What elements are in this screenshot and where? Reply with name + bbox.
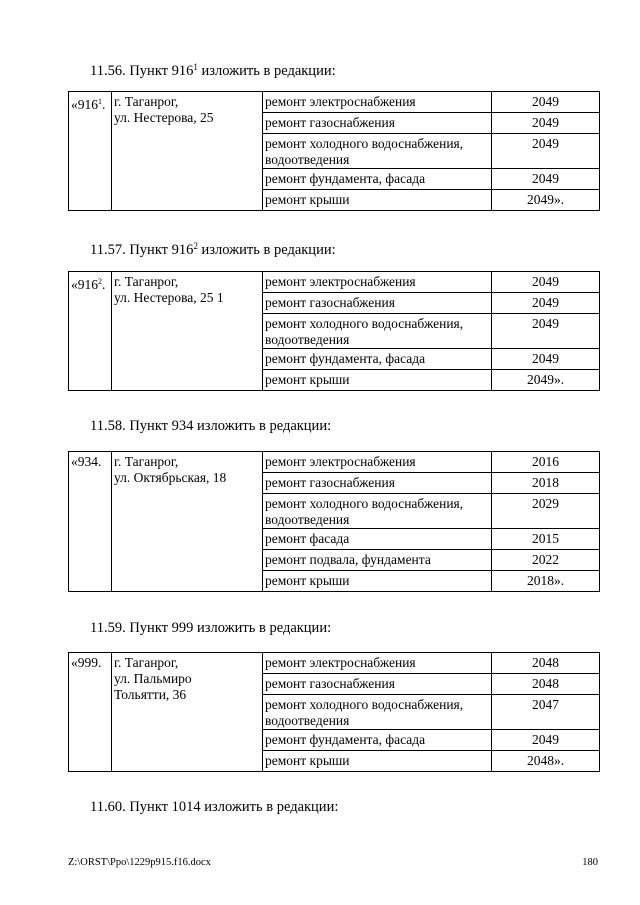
work-type: ремонт электроснабжения — [263, 272, 492, 293]
work-year: 2049 — [492, 293, 600, 314]
section-heading-11-60: 11.60. Пункт 1014 изложить в редакции: — [90, 799, 339, 815]
work-type: ремонт фасада — [263, 529, 492, 550]
work-type: ремонт холодного водоснабжения, водоотведения — [263, 134, 492, 169]
work-year: 2049 — [492, 272, 600, 293]
work-year: 2016 — [492, 452, 600, 473]
work-type: ремонт холодного водоснабжения, водоотведения — [263, 695, 492, 730]
item-number: «934. — [69, 452, 112, 592]
work-type: ремонт крыши — [263, 571, 492, 592]
work-type: ремонт электроснабжения — [263, 452, 492, 473]
work-type: ремонт электроснабжения — [263, 653, 492, 674]
work-year: 2049 — [492, 349, 600, 370]
work-type: ремонт холодного водоснабжения, водоотведения — [263, 314, 492, 349]
work-type: ремонт фундамента, фасада — [263, 730, 492, 751]
work-type: ремонт электроснабжения — [263, 92, 492, 113]
address-cell: г. Таганрог, ул. Нестерова, 25 — [112, 92, 263, 211]
section-heading-11-57: 11.57. Пункт $916^2$ изложить в редакции: — [90, 241, 336, 258]
work-year: 2049 — [492, 314, 600, 349]
footer-file-path: Z:\ORST\Ppo\1229p915.f16.docx — [68, 857, 211, 868]
work-year: 2018». — [492, 571, 600, 592]
amendment-table-916-1 — [68, 91, 600, 211]
amendment-table-916-2 — [68, 271, 600, 391]
work-year: 2029 — [492, 494, 600, 529]
address-cell: г. Таганрог, ул. Пальмиро Тольятти, 36 — [112, 653, 263, 772]
work-type: ремонт газоснабжения — [263, 674, 492, 695]
work-year: 2047 — [492, 695, 600, 730]
work-type: ремонт крыши — [263, 751, 492, 772]
work-type: ремонт фундамента, фасада — [263, 349, 492, 370]
work-year: 2048 — [492, 653, 600, 674]
work-year: 2049 — [492, 134, 600, 169]
work-year: 2049». — [492, 190, 600, 211]
work-type: ремонт газоснабжения — [263, 293, 492, 314]
work-type: ремонт крыши — [263, 190, 492, 211]
item-number: «999. — [69, 653, 112, 772]
work-year: 2049 — [492, 113, 600, 134]
work-year: 2049 — [492, 730, 600, 751]
work-year: 2049 — [492, 169, 600, 190]
address-cell: г. Таганрог, ул. Нестерова, 25 1 — [112, 272, 263, 391]
amendment-table-999 — [68, 652, 600, 772]
work-type: ремонт крыши — [263, 370, 492, 391]
work-year: 2049». — [492, 370, 600, 391]
work-year: 2015 — [492, 529, 600, 550]
work-year: 2049 — [492, 92, 600, 113]
section-heading-11-56: 11.56. Пункт $916^1$ изложить в редакции: — [90, 62, 336, 79]
work-type: ремонт газоснабжения — [263, 113, 492, 134]
address-cell: г. Таганрог, ул. Октябрьская, 18 — [112, 452, 263, 592]
section-heading-11-58: 11.58. Пункт 934 изложить в редакции: — [90, 418, 332, 434]
item-number: «$916^1$. — [69, 92, 112, 211]
work-year: 2048». — [492, 751, 600, 772]
work-type: ремонт газоснабжения — [263, 473, 492, 494]
amendment-table-934 — [68, 451, 600, 592]
work-year: 2048 — [492, 674, 600, 695]
section-heading-11-59: 11.59. Пункт 999 изложить в редакции: — [90, 620, 332, 636]
item-number: «$916^2$. — [69, 272, 112, 391]
work-type: ремонт холодного водоснабжения, водоотведения — [263, 494, 492, 529]
work-year: 2022 — [492, 550, 600, 571]
work-year: 2018 — [492, 473, 600, 494]
work-type: ремонт фундамента, фасада — [263, 169, 492, 190]
work-type: ремонт подвала, фундамента — [263, 550, 492, 571]
footer-page-number: 180 — [582, 857, 598, 868]
